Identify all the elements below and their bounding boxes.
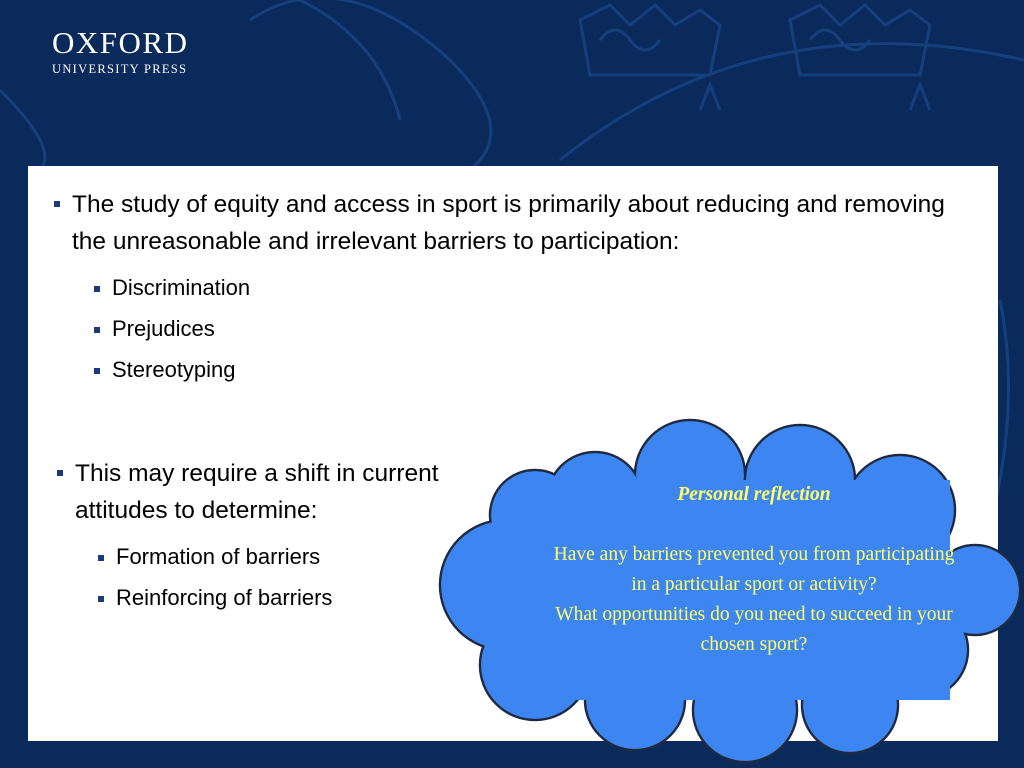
sub-bullet-text: Stereotyping xyxy=(112,357,236,382)
sub-bullet-text: Discrimination xyxy=(112,275,251,300)
sub-bullet-text: Reinforcing of barriers xyxy=(116,585,333,610)
reflection-text xyxy=(548,480,960,660)
reflection-title: Personal reflection xyxy=(677,484,831,505)
reflection-question-1: Have any barriers prevented you from participating in a particular sport or activity? xyxy=(553,544,955,595)
logo-subtitle: UNIVERSITY PRESS xyxy=(52,62,188,76)
logo-title: OXFORD xyxy=(52,25,189,60)
sub-bullet-text: Formation of barriers xyxy=(116,544,321,569)
sub-bullet-text: Prejudices xyxy=(112,316,215,341)
bullet-text: This may require a shift in current attitudes to determine: xyxy=(75,460,439,524)
bullet-text: The study of equity and access in sport is primarily about reducing and removing the unreasonable and irrelevant barriers to participation: xyxy=(72,191,945,255)
reflection-question-2: What opportunities do you need to succeed in your chosen sport? xyxy=(555,604,953,655)
